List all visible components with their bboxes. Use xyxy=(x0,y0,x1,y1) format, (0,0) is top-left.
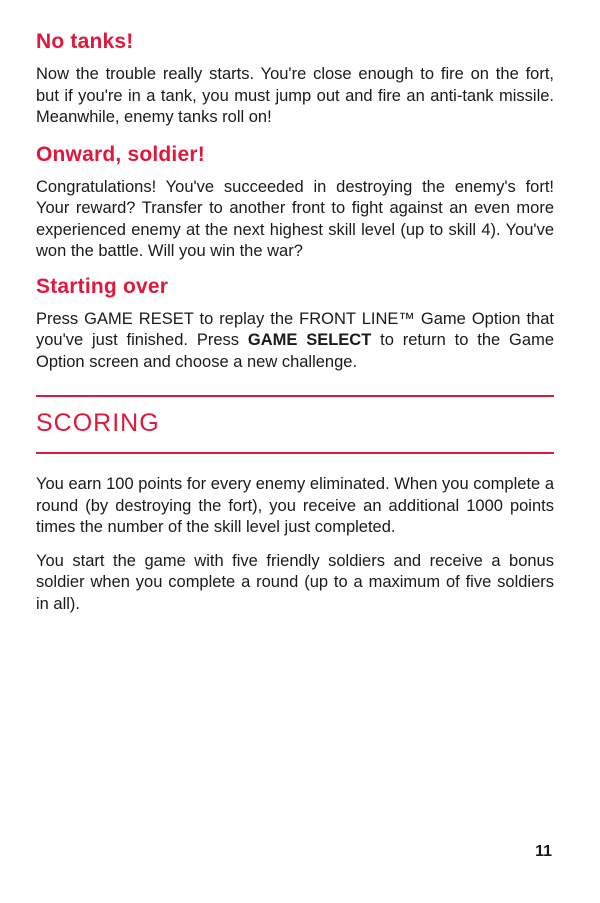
scoring-paragraph: You start the game with five friendly soldiers and receive a bonus soldier when you complete a round (up to a maximum of five soldiers in all). xyxy=(36,551,554,613)
section-starting-over xyxy=(36,275,554,374)
section-no-tanks xyxy=(36,30,554,129)
body-text: Press GAME RESET to replay the FRONT LINE™ Game Option that you've just finished. Press xyxy=(36,309,554,349)
section-heading: Starting over xyxy=(36,274,169,298)
bottom-divider xyxy=(36,452,554,454)
scoring-section xyxy=(36,395,554,615)
section-heading: No tanks! xyxy=(36,30,134,53)
section-body: Congratulations! You've succeeded in destroying the enemy's fort! Your reward? Transfer to another front to fight against an even more experienced enemy at the next highest skill level (up to skill 4). You've won the battle. Will you win the war? xyxy=(36,177,554,260)
section-body xyxy=(36,309,554,374)
scoring-heading: SCORING xyxy=(36,409,160,437)
section-heading: Onward, soldier! xyxy=(36,142,205,166)
section-onward-soldier xyxy=(36,143,554,263)
top-divider xyxy=(36,395,554,397)
body-text: to return to the Game Option screen and choose a new challenge. xyxy=(36,331,554,371)
section-body: Now the trouble really starts. You're close enough to fire on the fort, but if you're in a tank, you must jump out and fire an anti-tank missile. Meanwhile, enemy tanks roll on! xyxy=(36,65,554,126)
game-select-term: GAME SELECT xyxy=(247,331,372,349)
scoring-paragraph: You earn 100 points for every enemy eliminated. When you complete a round (by destroying the fort), you receive an additional 1000 points times the number of the skill level just completed. xyxy=(36,475,554,536)
page-number: 11 xyxy=(535,843,552,860)
manual-page xyxy=(36,30,554,627)
